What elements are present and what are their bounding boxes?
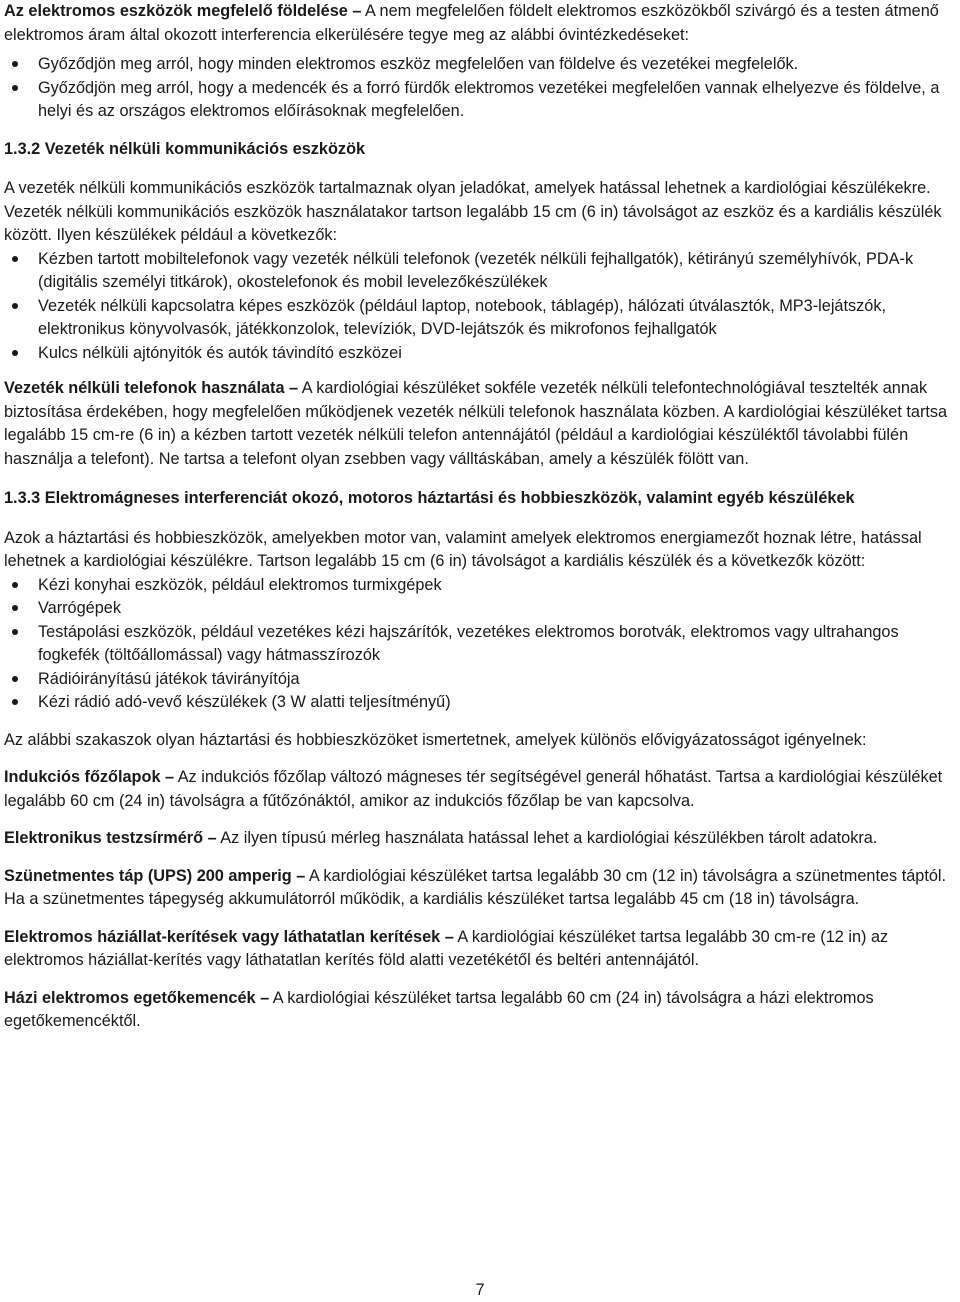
intro-text: A nem megfelelően földelt elektromos eszközökből szivárgó és a testen átmenő elektromos áram által okozott interferencia elkerülésére tegye meg az alábbi óvintézkedéseket: (4, 2, 939, 44)
intro-bullet-list (4, 53, 956, 124)
list-item: Vezeték nélküli kapcsolatra képes eszközök (például laptop, notebook, táblagép), hálózati útválasztók, MP3-lejátszók, elektronikus könyvolvasók, játékkonzolok, televíziók, DVD-lejátszók és mikrofonos fejhallgatók (4, 295, 956, 342)
list-item: Kézben tartott mobiltelefonok vagy vezeték nélküli telefonok (vezeték nélküli fejhallgatók), kétirányú személyhívók, PDA-k (digitális személyi titkárok), okostelefonok és mobil levelezőkészülékek (4, 248, 956, 295)
list-item: Rádióirányítású játékok távirányítója (4, 668, 956, 692)
wireless-phone-paragraph (4, 377, 956, 471)
induction-cooktop-paragraph (4, 766, 956, 813)
section-1-3-2-bullet-list (4, 248, 956, 366)
list-item: Kézi rádió adó-vevő készülékek (3 W alatti teljesítményű) (4, 691, 956, 715)
kiln-text: A kardiológiai készüléket tartsa legalább 60 cm (24 in) távolságra a házi elektromos egetőkemencéktől. (4, 988, 874, 1030)
list-item: Győződjön meg arról, hogy minden elektromos eszköz megfelelően van földelve és vezetékei megfelelők. (4, 53, 956, 77)
induction-cooktop-heading: Indukciós főzőlapok – (4, 768, 175, 786)
section-heading-1-3-3: 1.3.3 Elektromágneses interferenciát okozó, motoros háztartási és hobbieszközök, valamint egyéb készülékek (4, 489, 855, 507)
section-1-3-3-bullet-list (4, 574, 956, 715)
list-item: Kézi konyhai eszközök, például elektromos turmixgépek (4, 574, 956, 598)
induction-cooktop-text: Az indukciós főzőlap változó mágneses tér segítségével generál hőhatást. Tartsa a kardiológiai készüléket legalább 60 cm (24 in) távolságra a fűtőzónáktól, amikor az indukciós főzőlap be van kapcsolva. (4, 768, 943, 810)
section-1-3-3-paragraph: Azok a háztartási és hobbieszközök, amelyekben motor van, valamint amelyek elektromos energiamezőt hoznak létre, hatással lehetnek a kardiológiai készülékre. Tartson legalább 15 cm (6 in) távolságot a kardiális készülék és a következők között: (4, 528, 922, 570)
body-fat-scale-text: Az ilyen típusú mérleg használata hatással lehet a kardiológiai készülékben tárolt adatokra. (216, 829, 878, 847)
pet-fence-text: A kardiológiai készüléket tartsa legalább 30 cm-re (12 in) az elektromos háziállat-kerítés vagy láthatatlan kerítés föld alatti vezetékétől és beltéri antennájától. (4, 927, 889, 969)
pet-fence-paragraph (4, 926, 956, 973)
document-page (4, 0, 956, 1034)
pet-fence-heading: Elektromos háziállat-kerítések vagy láthatatlan kerítések – (4, 927, 454, 946)
kiln-paragraph (4, 987, 956, 1034)
followup-paragraph: Az alábbi szakaszok olyan háztartási és hobbieszközöket ismertetnek, amelyek különös elővigyázatosságot igényelnek: (4, 730, 867, 749)
page-number: 7 (475, 1281, 485, 1299)
section-heading-1-3-2: 1.3.2 Vezeték nélküli kommunikációs eszközök (4, 139, 366, 158)
list-item: Győződjön meg arról, hogy a medencék és a forró fürdők elektromos vezetékei megfelelően vannak elhelyezve és földelve, a helyi és az országos elektromos előírásoknak megfelelően. (4, 77, 956, 124)
intro-paragraph (4, 0, 956, 47)
wireless-phone-heading: Vezeték nélküli telefonok használata – (4, 379, 299, 397)
ups-heading: Szünetmentes táp (UPS) 200 amperig – (4, 866, 306, 885)
ups-paragraph (4, 865, 956, 912)
section-1-3-2-paragraph: A vezeték nélküli kommunikációs eszközök tartalmaznak olyan jeladókat, amelyek hatással lehetnek a kardiológiai készülékekre. Vezeték nélküli kommunikációs eszközök használatakor tartson legalább 15 cm (6 in) távolságot az eszköz és a kardiális készülék között. Ilyen készülékek például a következők: (4, 179, 942, 244)
list-item: Testápolási eszközök, például vezetékes kézi hajszárítók, vezetékes elektromos borotvák, elektromos vagy ultrahangos fogkefék (töltőállomással) vagy hátmasszírozók (4, 621, 956, 668)
kiln-heading: Házi elektromos egetőkemencék – (4, 988, 270, 1007)
list-item: Kulcs nélküli ajtónyitók és autók távindító eszközei (4, 342, 956, 366)
body-fat-scale-paragraph (4, 827, 956, 851)
intro-heading: Az elektromos eszközök megfelelő földelése – (4, 2, 362, 20)
list-item: Varrógépek (4, 597, 956, 621)
body-fat-scale-heading: Elektronikus testzsírmérő – (4, 829, 217, 847)
wireless-phone-text: A kardiológiai készüléket sokféle vezeték nélküli telefontechnológiával tesztelték annak biztosítása érdekében, hogy megfelelően működjenek vezeték nélküli telefonok használata közben. A kardiológiai készüléket tartsa legalább 15 cm-re (6 in) a kézben tartott vezeték nélküli telefon antennájától (például a kardiológiai készüléktől távolabbi fülén használja a telefont). Ne tartsa a telefont olyan zsebben vagy válltáskában, amely a készülék fölött van. (4, 379, 948, 468)
ups-text: A kardiológiai készüléket tartsa legalább 30 cm (12 in) távolságra a szünetmentes táptól. Ha a szünetmentes tápegység akkumulátorról működik, a kardiális készüléket tartsa legalább 45 cm (18 in) távolságra. (4, 866, 947, 908)
